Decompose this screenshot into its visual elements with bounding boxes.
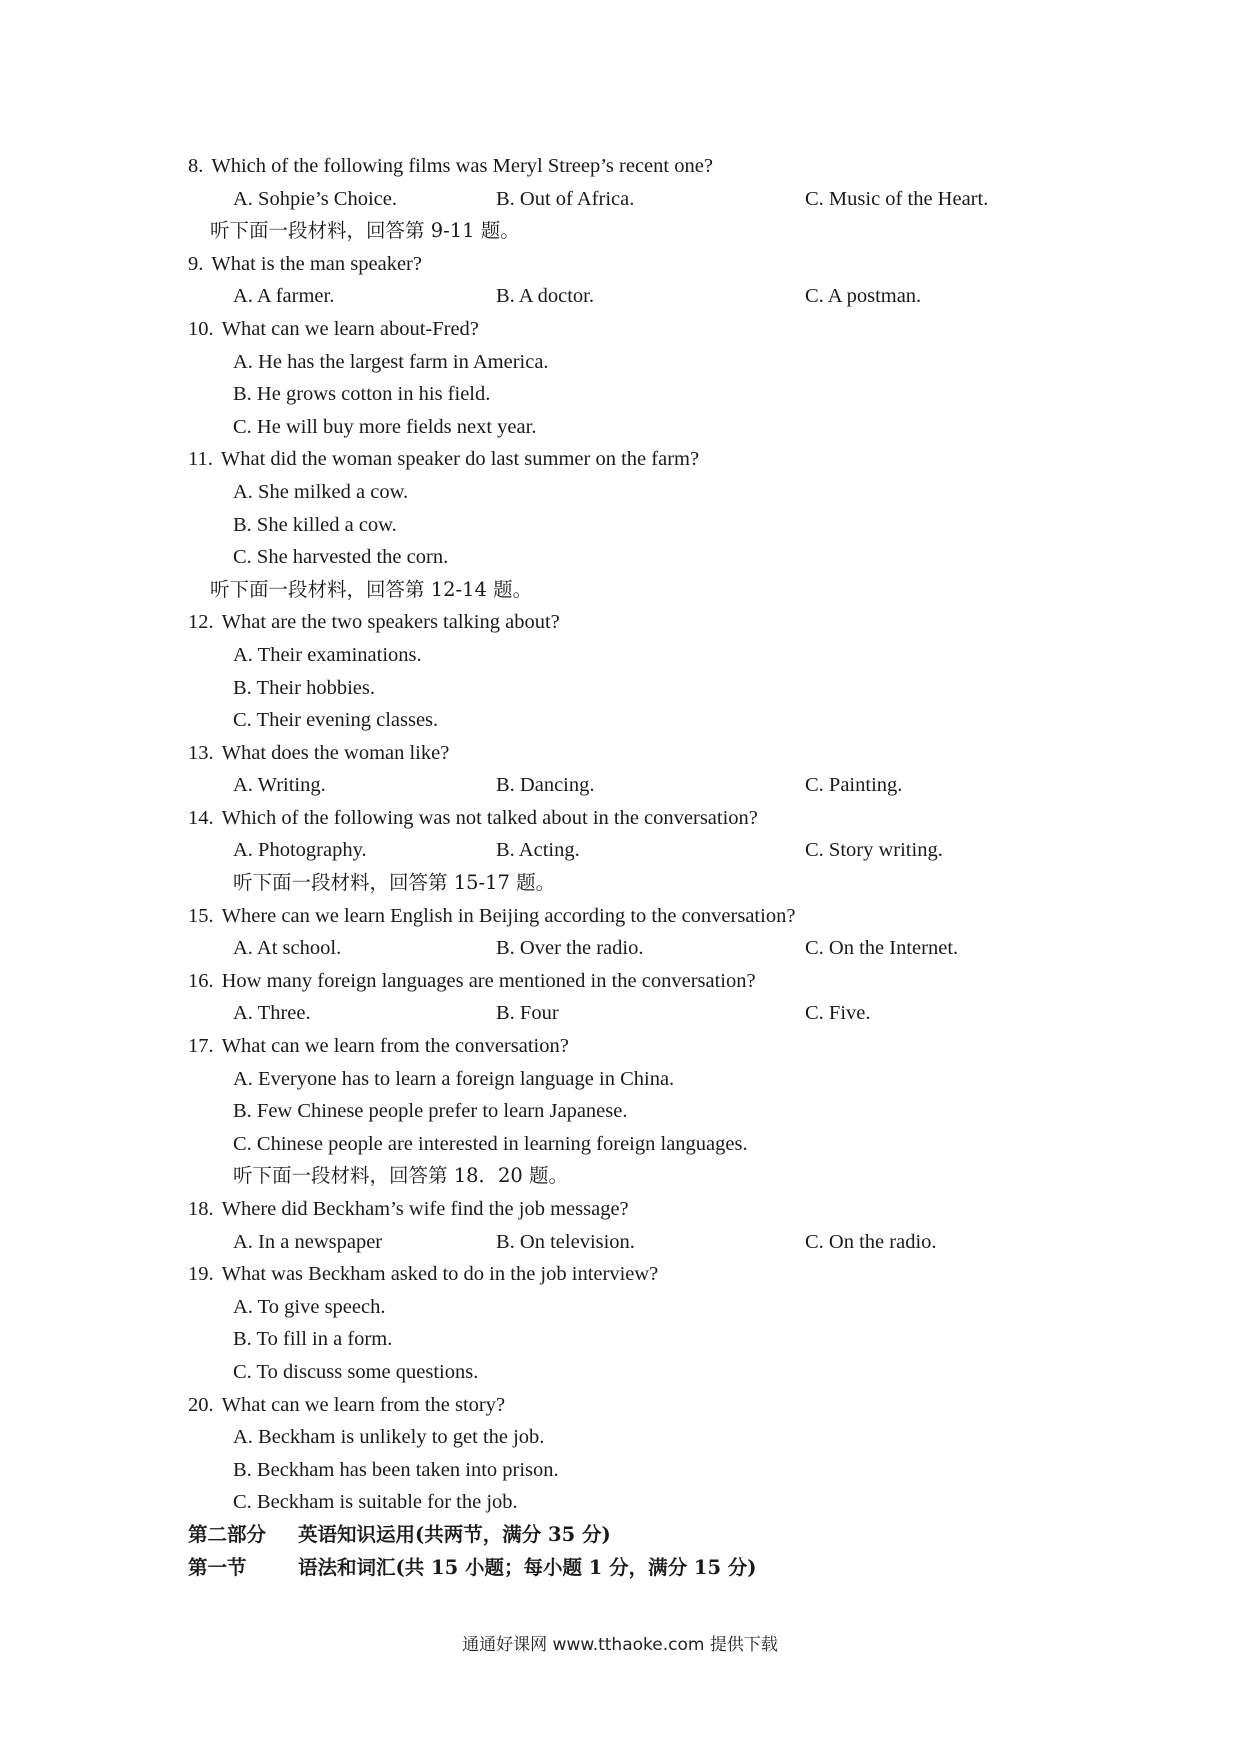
footer-text: 通通好课网 www.tthaoke.com 提供下载 <box>462 1635 778 1655</box>
section-heading <box>188 1552 1088 1585</box>
option-b: B. On television. <box>496 1230 635 1253</box>
option-a: A. Three. <box>233 1002 311 1025</box>
question-text: What can we learn from the conversation? <box>221 1035 569 1058</box>
option-line: B. Beckham has been taken into prison. <box>233 1458 559 1481</box>
option-line: B. She killed a cow. <box>233 513 397 536</box>
section-title: 英语知识运用(共两节，满分 35 分) <box>298 1522 611 1546</box>
option-a: A. Writing. <box>233 774 326 797</box>
option-c: C. On the Internet. <box>805 937 959 960</box>
question-stem <box>188 606 1088 639</box>
option-line: B. Their hobbies. <box>233 676 375 699</box>
question-stem <box>188 737 1088 770</box>
question-text: How many foreign languages are mentioned in the conversation? <box>221 969 756 992</box>
option-b: B. Four <box>496 1002 559 1025</box>
question-text: What does the woman like? <box>221 741 450 764</box>
option-b: B. Acting. <box>496 839 580 862</box>
question-stem <box>188 965 1088 998</box>
option-a: A. In a newspaper <box>233 1230 383 1253</box>
question-number: 17. <box>188 1035 214 1058</box>
question-stem <box>188 313 1088 346</box>
question-number: 10. <box>188 317 214 340</box>
section-title: 语法和词汇(共 15 小题；每小题 1 分，满分 15 分) <box>298 1555 757 1579</box>
question-stem <box>188 1193 1088 1226</box>
option-line: A. He has the largest farm in America. <box>233 350 549 373</box>
listening-instruction: 听下面一段材料，回答第 9-11 题。 <box>210 219 520 243</box>
listening-instruction: 听下面一段材料，回答第 12-14 题。 <box>210 577 533 601</box>
option-a: A. At school. <box>233 937 342 960</box>
question-text: What did the woman speaker do last summer on the farm? <box>220 448 700 471</box>
option-line: C. She harvested the corn. <box>233 546 449 569</box>
question-stem <box>188 1389 1088 1422</box>
options-row <box>188 932 1088 965</box>
question-text: Which of the following films was Meryl Streep’s recent one? <box>211 155 713 177</box>
question-text: What are the two speakers talking about? <box>221 611 560 634</box>
question-number: 9. <box>188 252 204 275</box>
question-number: 14. <box>188 806 214 829</box>
question-stem <box>188 1030 1088 1063</box>
option-a: A. Sohpie’s Choice. <box>233 187 397 210</box>
option-line: A. Beckham is unlikely to get the job. <box>233 1426 545 1449</box>
question-stem <box>188 248 1088 281</box>
question-stem <box>188 443 1088 476</box>
option-line: B. He grows cotton in his field. <box>233 383 491 406</box>
option-line: B. Few Chinese people prefer to learn Japanese. <box>233 1100 628 1123</box>
question-number: 13. <box>188 741 214 764</box>
question-text: What can we learn from the story? <box>221 1393 506 1416</box>
option-line: B. To fill in a form. <box>233 1328 393 1351</box>
option-b: B. Over the radio. <box>496 937 644 960</box>
question-number: 18. <box>188 1198 214 1220</box>
option-line: C. Beckham is suitable for the job. <box>233 1491 518 1514</box>
question-stem <box>188 802 1088 835</box>
question-text: What was Beckham asked to do in the job interview? <box>221 1263 659 1286</box>
question-number: 19. <box>188 1263 214 1286</box>
options-row <box>188 769 1088 802</box>
section-label: 第一节 <box>188 1555 247 1579</box>
question-text: What can we learn about-Fred? <box>221 317 479 340</box>
options-row <box>188 183 1088 216</box>
option-line: A. To give speech. <box>233 1295 386 1318</box>
option-b: B. Dancing. <box>496 774 595 797</box>
options-row <box>188 997 1088 1030</box>
option-line: A. Their examinations. <box>233 643 422 666</box>
option-a: A. A farmer. <box>233 285 335 308</box>
question-number: 16. <box>188 969 214 992</box>
option-line: C. Chinese people are interested in learning foreign languages. <box>233 1132 748 1155</box>
question-text: Where can we learn English in Beijing according to the conversation? <box>221 904 796 927</box>
option-line: A. She milked a cow. <box>233 480 409 503</box>
options-row <box>188 280 1088 313</box>
option-line: C. He will buy more fields next year. <box>233 415 537 438</box>
option-line: C. Their evening classes. <box>233 709 439 732</box>
option-c: C. Painting. <box>805 774 903 797</box>
option-line: C. To discuss some questions. <box>233 1360 479 1383</box>
option-c: C. Story writing. <box>805 839 943 862</box>
question-list <box>188 150 1088 1584</box>
question-number: 15. <box>188 904 214 927</box>
option-c: C. A postman. <box>805 285 922 308</box>
option-b: B. A doctor. <box>496 285 594 308</box>
question-number: 12. <box>188 611 214 634</box>
question-number: 11. <box>188 448 213 471</box>
option-line: A. Everyone has to learn a foreign language in China. <box>233 1067 675 1090</box>
question-number: 20. <box>188 1393 214 1416</box>
option-b: B. Out of Africa. <box>496 187 635 210</box>
question-stem <box>188 150 1088 183</box>
question-number: 8. <box>188 155 204 177</box>
question-text: What is the man speaker? <box>211 252 422 275</box>
question-stem <box>188 900 1088 933</box>
section-label: 第二部分 <box>188 1522 267 1546</box>
question-text: Which of the following was not talked about in the conversation? <box>221 806 758 829</box>
option-c: C. Music of the Heart. <box>805 187 989 210</box>
option-a: A. Photography. <box>233 839 367 862</box>
options-row <box>188 834 1088 867</box>
option-c: C. Five. <box>805 1002 871 1025</box>
section-heading <box>188 1519 1088 1552</box>
option-c: C. On the radio. <box>805 1230 937 1253</box>
listening-instruction: 听下面一段材料，回答第 15-17 题。 <box>233 871 556 895</box>
question-stem <box>188 1258 1088 1291</box>
options-row <box>188 1226 1088 1259</box>
question-text: Where did Beckham’s wife find the job message? <box>221 1198 629 1220</box>
listening-instruction: 听下面一段材料，回答第 18．20 题。 <box>233 1164 569 1188</box>
